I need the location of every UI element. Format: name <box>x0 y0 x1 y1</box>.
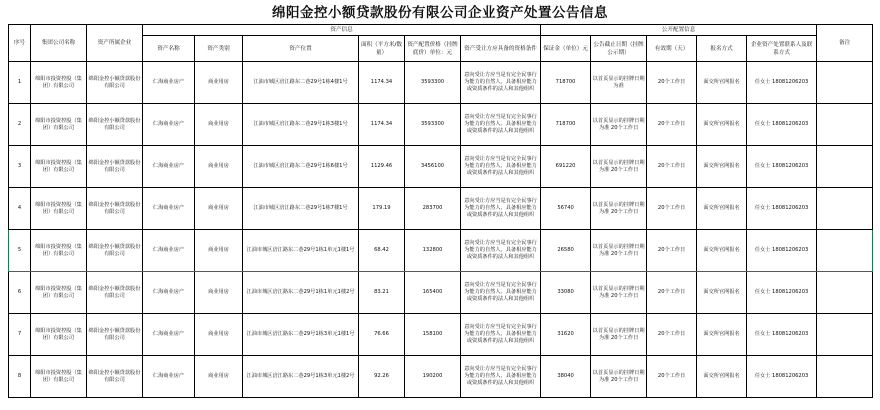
table-row-selected[interactable] <box>9 230 873 272</box>
header-remark: 备注 <box>817 25 873 62</box>
cell-valid-days: 20个工作日 <box>647 104 697 146</box>
cell-asset-price: 3456100 <box>405 146 461 188</box>
header-group-row <box>9 25 873 36</box>
asset-disposal-table <box>8 24 873 398</box>
cell-remark <box>817 356 873 398</box>
cell-valid-days: 20个工作日 <box>647 272 697 314</box>
cell-asset-price: 3593300 <box>405 62 461 104</box>
cell-owner: 绵阳金控小额贷款股份有限公司 <box>87 188 143 230</box>
cell-asset-name: 仁海商业房产 <box>143 314 195 356</box>
cell-seq: 1 <box>9 62 31 104</box>
header-area: 面积（平方米/数量） <box>359 36 405 62</box>
table-row[interactable] <box>9 62 873 104</box>
cell-area: 68.42 <box>359 230 405 272</box>
cell-asset-type: 商业用房 <box>195 146 243 188</box>
cell-asset-price: 132800 <box>405 230 461 272</box>
cell-remark <box>817 104 873 146</box>
cell-seq: 4 <box>9 188 31 230</box>
header-asset-name: 资产名称 <box>143 36 195 62</box>
cell-asset-location: 江油市城区涪江路东二巷29号1栋3楼1号 <box>243 104 359 146</box>
table-row[interactable] <box>9 356 873 398</box>
cell-area: 179.19 <box>359 188 405 230</box>
header-asset-info: 资产信息 <box>143 25 541 36</box>
cell-valid-days: 20个工作日 <box>647 62 697 104</box>
cell-area: 1174.34 <box>359 62 405 104</box>
cell-owner: 绵阳金控小额贷款股份有限公司 <box>87 104 143 146</box>
cell-deposit: 718700 <box>541 62 591 104</box>
cell-remark <box>817 230 873 272</box>
cell-signup: 面交所官网报名 <box>697 62 747 104</box>
cell-public-date: 以首页显示的挂牌日期为准 20个工作日 <box>591 314 647 356</box>
table-row[interactable] <box>9 314 873 356</box>
header-deposit: 保证金（单位）元 <box>541 36 591 62</box>
cell-deposit: 26580 <box>541 230 591 272</box>
cell-valid-days: 20个工作日 <box>647 146 697 188</box>
cell-asset-price: 165400 <box>405 272 461 314</box>
cell-conditions: 意向受让方应当是有完全民事行为能力的自然人、具备相应能力或资质条件的法人和其他组织 <box>461 230 541 272</box>
cell-company: 绵阳市投资控股（集团）有限公司 <box>31 104 87 146</box>
cell-asset-location: 江油市城区涪江路东二巷29号1栋3单元1楼1号 <box>243 314 359 356</box>
cell-owner: 绵阳金控小额贷款股份有限公司 <box>87 314 143 356</box>
cell-asset-price: 283700 <box>405 188 461 230</box>
cell-contact: 任女士 18081206203 <box>747 62 817 104</box>
cell-seq: 3 <box>9 146 31 188</box>
cell-conditions: 意向受让方应当是有完全民事行为能力的自然人、具备相应能力或资质条件的法人和其他组织 <box>461 356 541 398</box>
cell-public-date: 以首页显示的挂牌日期为准 <box>591 62 647 104</box>
cell-owner: 绵阳金控小额贷款股份有限公司 <box>87 146 143 188</box>
cell-seq: 6 <box>9 272 31 314</box>
table-row[interactable] <box>9 146 873 188</box>
table-row[interactable] <box>9 272 873 314</box>
cell-asset-location: 江油市城区涪江路东二巷29号1栋1单元1楼2号 <box>243 272 359 314</box>
cell-valid-days: 20个工作日 <box>647 188 697 230</box>
cell-seq: 7 <box>9 314 31 356</box>
header-company: 集团公司名称 <box>31 25 87 62</box>
cell-asset-name: 仁海商业房产 <box>143 230 195 272</box>
cell-conditions: 意向受让方应当是有完全民事行为能力的自然人、具备相应能力或资质条件的法人和其他组织 <box>461 62 541 104</box>
cell-asset-type: 商业用房 <box>195 104 243 146</box>
cell-remark <box>817 188 873 230</box>
cell-contact: 任女士 18081206203 <box>747 272 817 314</box>
cell-area: 76.66 <box>359 314 405 356</box>
header-public-date: 公告截止日期（挂牌公示期） <box>591 36 647 62</box>
cell-deposit: 33080 <box>541 272 591 314</box>
cell-signup: 面交所官网报名 <box>697 356 747 398</box>
cell-public-date: 以首页显示的挂牌日期为准 20个工作日 <box>591 188 647 230</box>
cell-owner: 绵阳金控小额贷款股份有限公司 <box>87 62 143 104</box>
cell-seq: 2 <box>9 104 31 146</box>
cell-deposit: 38040 <box>541 356 591 398</box>
cell-asset-location: 江油市城区涪江路东二巷29号1栋6楼1号 <box>243 146 359 188</box>
header-owner: 资产所属企业 <box>87 25 143 62</box>
header-seq: 序号 <box>9 25 31 62</box>
header-asset-location: 资产位置 <box>243 36 359 62</box>
cell-signup: 面交所官网报名 <box>697 314 747 356</box>
cell-asset-location: 江油市城区涪江路东二巷29号1栋7楼1号 <box>243 188 359 230</box>
cell-asset-name: 仁海商业房产 <box>143 146 195 188</box>
cell-asset-type: 商业用房 <box>195 356 243 398</box>
cell-area: 83.21 <box>359 272 405 314</box>
cell-signup: 面交所官网报名 <box>697 104 747 146</box>
cell-public-date: 以首页显示的挂牌日期为准 20个工作日 <box>591 356 647 398</box>
cell-remark <box>817 314 873 356</box>
cell-company: 绵阳市投资控股（集团）有限公司 <box>31 188 87 230</box>
cell-asset-price: 190200 <box>405 356 461 398</box>
cell-asset-name: 仁海商业房产 <box>143 188 195 230</box>
cell-signup: 面交所官网报名 <box>697 188 747 230</box>
cell-owner: 绵阳金控小额贷款股份有限公司 <box>87 230 143 272</box>
cell-deposit: 31620 <box>541 314 591 356</box>
cell-area: 92.26 <box>359 356 405 398</box>
header-asset-price: 资产配置价格（挂牌底价）单位：元 <box>405 36 461 62</box>
cell-company: 绵阳市投资控股（集团）有限公司 <box>31 230 87 272</box>
header-conditions: 资产受让方应具备的资格条件 <box>461 36 541 62</box>
cell-company: 绵阳市投资控股（集团）有限公司 <box>31 314 87 356</box>
cell-signup: 面交所官网报名 <box>697 230 747 272</box>
cell-deposit: 718700 <box>541 104 591 146</box>
cell-public-date: 以首页显示的挂牌日期为准 20个工作日 <box>591 272 647 314</box>
table-row[interactable] <box>9 104 873 146</box>
cell-company: 绵阳市投资控股（集团）有限公司 <box>31 356 87 398</box>
cell-conditions: 意向受让方应当是有完全民事行为能力的自然人、具备相应能力或资质条件的法人和其他组织 <box>461 104 541 146</box>
cell-asset-location: 江油市城区涪江路东二巷29号1栋4楼1号 <box>243 62 359 104</box>
table-row[interactable] <box>9 188 873 230</box>
cell-remark <box>817 146 873 188</box>
table-header <box>9 25 873 62</box>
cell-contact: 任女士 18081206203 <box>747 188 817 230</box>
cell-owner: 绵阳金控小额贷款股份有限公司 <box>87 356 143 398</box>
cell-conditions: 意向受让方应当是有完全民事行为能力的自然人、具备相应能力或资质条件的法人和其他组织 <box>461 272 541 314</box>
cell-asset-type: 商业用房 <box>195 230 243 272</box>
cell-asset-price: 3593300 <box>405 104 461 146</box>
cell-public-date: 以首页显示的挂牌日期为准 20个工作日 <box>591 230 647 272</box>
cell-public-date: 以首页显示的挂牌日期为准 20个工作日 <box>591 104 647 146</box>
cell-deposit: 56740 <box>541 188 591 230</box>
cell-seq: 5 <box>9 230 31 272</box>
cell-contact: 任女士 18081206203 <box>747 104 817 146</box>
cell-valid-days: 20个工作日 <box>647 356 697 398</box>
cell-asset-name: 仁海商业房产 <box>143 62 195 104</box>
header-signup: 报名方式 <box>697 36 747 62</box>
header-asset-type: 资产类别 <box>195 36 243 62</box>
cell-valid-days: 20个工作日 <box>647 314 697 356</box>
page-title: 绵阳金控小额贷款股份有限公司企业资产处置公告信息 <box>272 5 608 21</box>
cell-conditions: 意向受让方应当是有完全民事行为能力的自然人、具备相应能力或资质条件的法人和其他组织 <box>461 314 541 356</box>
cell-public-date: 以首页显示的挂牌日期为准 20个工作日 <box>591 146 647 188</box>
cell-asset-price: 158100 <box>405 314 461 356</box>
table-body <box>9 62 873 398</box>
cell-valid-days: 20个工作日 <box>647 230 697 272</box>
cell-company: 绵阳市投资控股（集团）有限公司 <box>31 272 87 314</box>
cell-owner: 绵阳金控小额贷款股份有限公司 <box>87 272 143 314</box>
header-contact: 企业资产处置联系人及联系方式 <box>747 36 817 62</box>
cell-asset-name: 仁海商业房产 <box>143 356 195 398</box>
cell-remark <box>817 62 873 104</box>
header-public-info: 公开配置信息 <box>541 25 817 36</box>
cell-company: 绵阳市投资控股（集团）有限公司 <box>31 146 87 188</box>
cell-asset-name: 仁海商业房产 <box>143 104 195 146</box>
cell-seq: 8 <box>9 356 31 398</box>
cell-conditions: 意向受让方应当是有完全民事行为能力的自然人、具备相应能力或资质条件的法人和其他组织 <box>461 188 541 230</box>
cell-conditions: 意向受让方应当是有完全民事行为能力的自然人、具备相应能力或资质条件的法人和其他组织 <box>461 146 541 188</box>
cell-deposit: 691220 <box>541 146 591 188</box>
cell-asset-type: 商业用房 <box>195 272 243 314</box>
cell-asset-name: 仁海商业房产 <box>143 272 195 314</box>
cell-company: 绵阳市投资控股（集团）有限公司 <box>31 62 87 104</box>
cell-contact: 任女士 18081206203 <box>747 230 817 272</box>
cell-area: 1129.46 <box>359 146 405 188</box>
cell-contact: 任女士 18081206203 <box>747 314 817 356</box>
cell-contact: 任女士 18081206203 <box>747 356 817 398</box>
cell-remark <box>817 272 873 314</box>
cell-asset-type: 商业用房 <box>195 188 243 230</box>
cell-area: 1174.34 <box>359 104 405 146</box>
cell-signup: 面交所官网报名 <box>697 146 747 188</box>
cell-asset-type: 商业用房 <box>195 62 243 104</box>
cell-asset-location: 江油市城区涪江路东二巷29号1栋1单元1楼1号 <box>243 230 359 272</box>
cell-asset-location: 江油市城区涪江路东二巷29号1栋3单元1楼2号 <box>243 356 359 398</box>
cell-asset-type: 商业用房 <box>195 314 243 356</box>
cell-contact: 任女士 18081206203 <box>747 146 817 188</box>
cell-signup: 面交所官网报名 <box>697 272 747 314</box>
header-valid-days: 有效期（天） <box>647 36 697 62</box>
